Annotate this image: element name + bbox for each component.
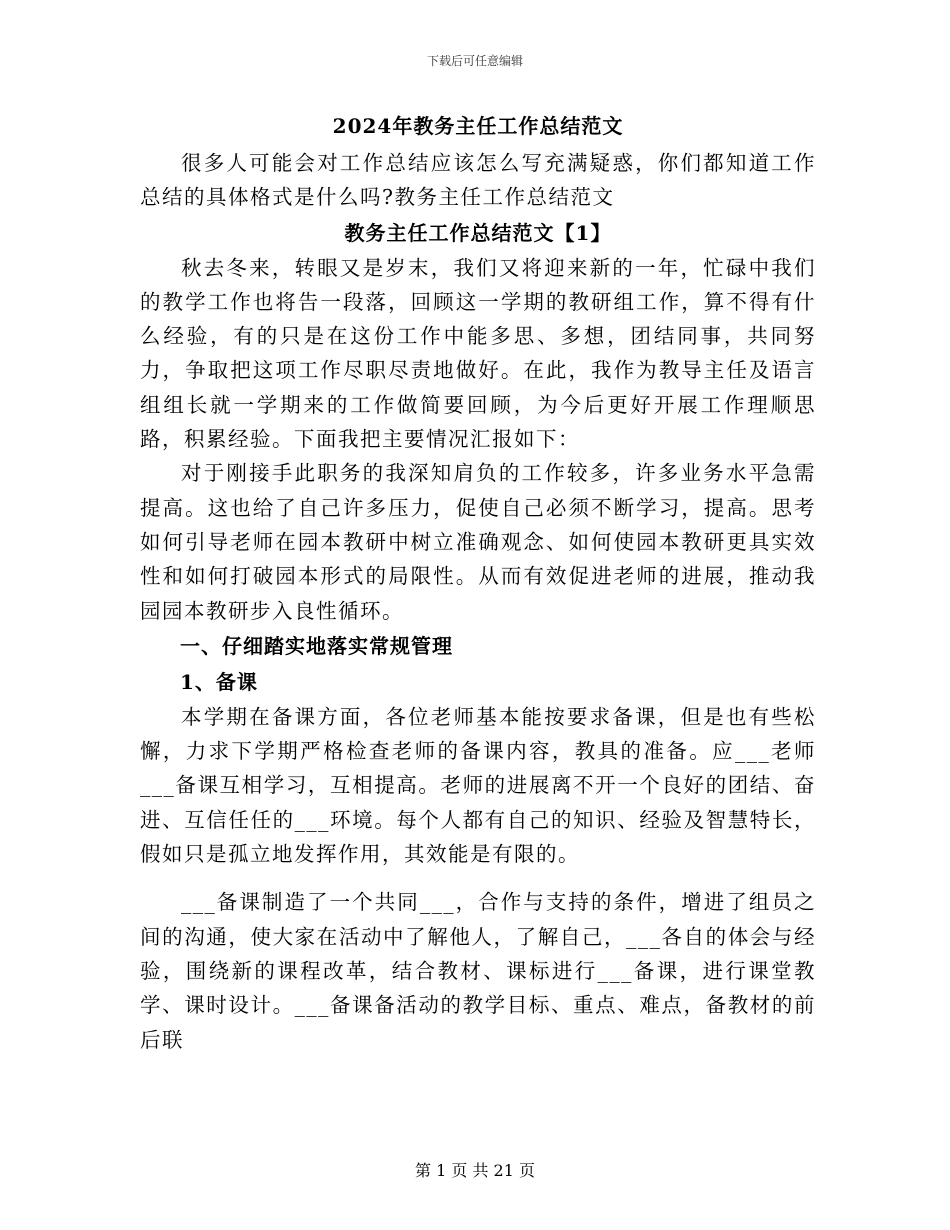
intro-paragraph: 很多人可能会对工作总结应该怎么写充满疑惑，你们都知道工作总结的具体格式是什么吗?教务主任工作总结范文 (140, 151, 816, 210)
section-subtitle: 教务主任工作总结范文【1】 (344, 220, 612, 245)
section-heading: 一、仔细踏实地落实常规管理 (180, 633, 453, 658)
body-paragraph: 秋去冬来，转眼又是岁末，我们又将迎来新的一年，忙碌中我们的教学工作也将告一段落，回顾这一学期的教研组工作，算不得有什么经验，有的只是在这份工作中能多思、多想，团结同事，共同努力，争取把这项工作尽职尽责地做好。在此，我作为教导主任及语言组组长就一学期来的工作做简要回顾，为今后更好开展工作理顺思路，积累经验。下面我把主要情况汇报如下： (140, 255, 816, 452)
body-paragraph: 本学期在备课方面，各位老师基本能按要求备课，但是也有些松懈，力求下学期严格检查老师的备课内容，教具的准备。应___老师___备课互相学习，互相提高。老师的进展离不开一个良好的团结、奋进、互信任任的___环境。每个人都有自己的知识、经验及智慧特长，假如只是孤立地发挥作用，其效能是有限的。 (140, 704, 816, 867)
download-editable-note: 下载后可任意编辑 (426, 54, 523, 68)
document-title: 2024年教务主任工作总结范文 (332, 114, 624, 138)
paragraph-gap (140, 871, 816, 885)
document-body (140, 108, 816, 1057)
body-paragraph: ___备课制造了一个共同___，合作与支持的条件，增进了组员之间的沟通，使大家在活动中了解他人，了解自己，___各自的体会与经验，围绕新的课程改革，结合教材、课标进行___备课，进行课堂教学、课时设计。___备课备活动的教学目标、重点、难点，备教材的前后联 (140, 890, 816, 1052)
page-number: 第 1 页 共 21 页 (415, 1161, 535, 1180)
body-paragraph: 对于刚接手此职务的我深知肩负的工作较多，许多业务水平急需提高。这也给了自己许多压力，促使自己必须不断学习，提高。思考如何引导老师在园本教研中树立准确观念、如何使园本教研更具实效性和如何打破园本形式的局限性。从而有效促进老师的进展，推动我园园本教研步入良性循环。 (140, 461, 816, 623)
sub-heading: 1、备课 (180, 669, 258, 694)
